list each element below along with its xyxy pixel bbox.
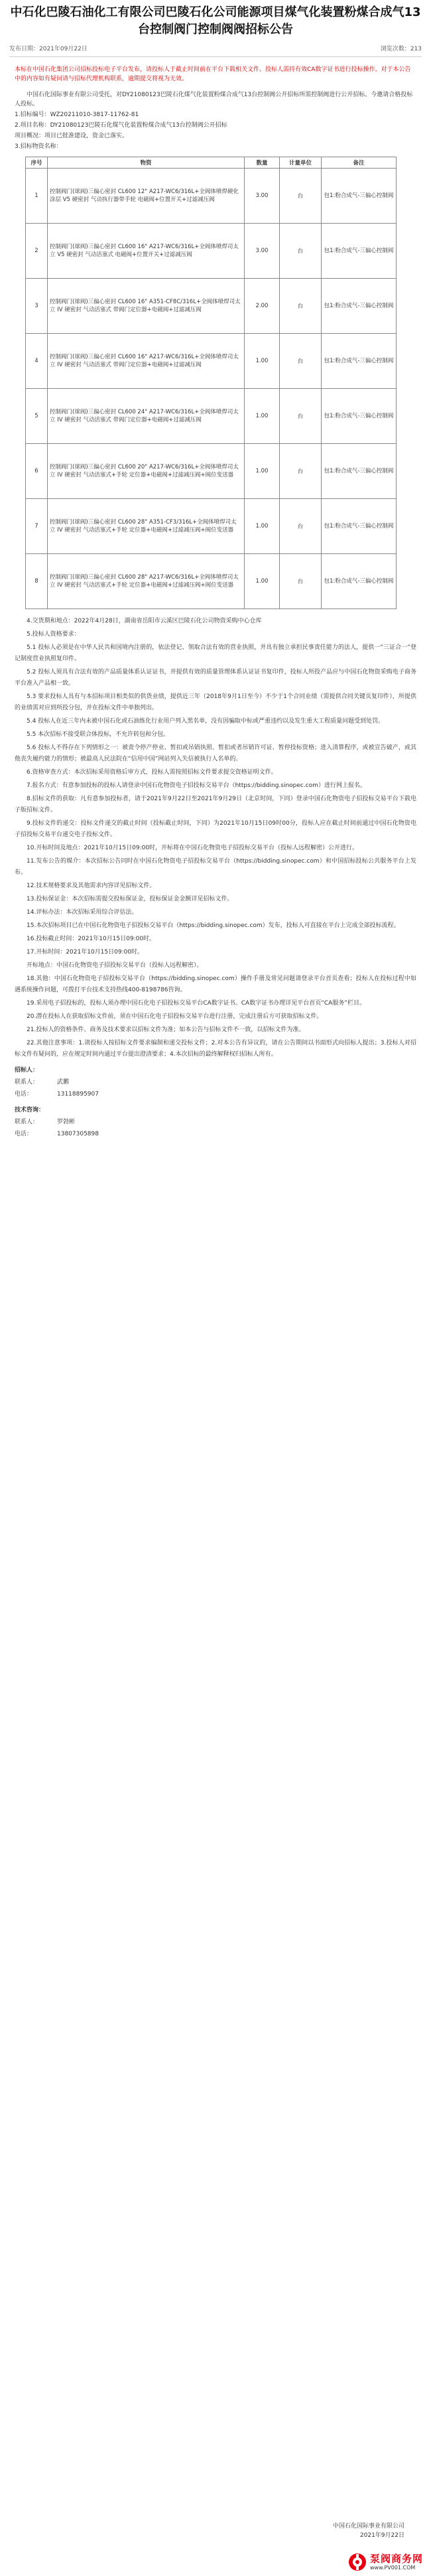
section-paragraph: 5.3 要求投标人具有与本招标项目相类似的供货业绩，提供近三年（2018年9月1日至今）不少于1个合同业绩（需提供合同关键页复印件），所提供的业绩需对应到所投分包，并在投标文件中单独列出。 xyxy=(15,693,416,711)
section-paragraph: 5.投标人资格要求： xyxy=(27,631,80,638)
row-index: 3 xyxy=(26,279,48,334)
row-remark: 包1:粉合成气-三偏心控制阀 xyxy=(322,444,397,499)
tenderee-heading: 招标人： xyxy=(15,1067,39,1074)
row-unit: 台 xyxy=(280,444,322,499)
section-paragraph: 15.本次招标项目已在中国石化物资电子招投标交易平台（https://bidding.sinopec.com）发布，投标人可直接在平台上完成全部投标流程。 xyxy=(27,922,400,929)
project-name: 2.项目名称：DY21080123巴陵石化煤气化装置粉煤合成气13台控制阀公开招标 xyxy=(15,122,227,129)
row-unit: 台 xyxy=(280,279,322,334)
project-overview: 项目概况：项目已批准建设，资金已落实。 xyxy=(15,133,129,139)
table-row xyxy=(26,499,397,554)
section-paragraph: 18.其他：中国石化物资电子招投标交易平台（https://bidding.sinopec.com）操作手册及常见问题请登录平台首页查看；投标人在投标过程中如遇系统操作问题，可拨打平台技术支持热线400-8198786咨询。 xyxy=(15,975,416,993)
row-index: 1 xyxy=(26,169,48,224)
row-remark: 包1:粉合成气-三偏心控制阀 xyxy=(322,279,397,334)
tech-heading: 技术咨询： xyxy=(15,1107,45,1113)
row-material: 控制阀门(球阀)三偏心密封 CL600 16" A217-WC6/316L+全阀体喷焊司太立 IV 硬密封 气动活塞式 带阀门定位器+电磁阀+过滤减压阀 xyxy=(48,334,245,389)
section-paragraph: 开标地点：中国石化物资电子招投标交易平台（投标人远程解密）。 xyxy=(27,962,203,969)
publish-date: 发布日期：2021年09月22日 xyxy=(9,46,88,52)
section-paragraph: 5.6 投标人不得存在下列情形之一：被责令停产停业、暂扣或吊销执照、暂扣或者吊销许可证、暂停投标资格；进入清算程序，或被宣告破产，或其他丧失履约能力的情形；被最高人民法院在“信用中国”网站列入失信被执行人名单的。 xyxy=(15,745,416,762)
section-paragraph: 5.4 投标人在近三年内未被中国石化或石油炼化行业用户列入黑名单，没有因骗取中标或严重违约以及发生重大工程质量问题受到处罚。 xyxy=(27,718,385,725)
materials-table xyxy=(25,157,397,609)
row-material: 控制阀门(球阀)三偏心密封 CL600 16" A217-WC6/316L+全阀体喷焊司太立 V5 硬密封 气动活塞式 电磁阀+位置开关+过滤减压阀 xyxy=(48,224,245,279)
row-material: 控制阀门(球阀)三偏心密封 CL600 24" A217-WC6/316L+全阀体喷焊司太立 IV 硬密封 气动活塞式 带阀门定位器+电磁阀+过滤减压阀 xyxy=(48,389,245,444)
table-header-row xyxy=(26,157,397,169)
red-notice: 本标在中国石化集团公司招标投标电子平台发布，请投标人于截止时间前在平台下载相关文件。投标人需持有效CA数字证书进行投标操作。对于本公告中的内容如有疑问请与招标代理机构联系，逾期提交将视为无效。 xyxy=(15,66,411,82)
sections xyxy=(9,616,422,1060)
signature-org: 中国石化国际事业有限公司 xyxy=(332,2523,404,2530)
row-unit: 台 xyxy=(280,169,322,224)
tenderee-phone-row xyxy=(15,1088,416,1100)
material-name-heading: 3.招标物资名称： xyxy=(15,143,62,150)
row-material: 控制阀门(球阀)三偏心密封 CL600 28" A217-WC6/316L+全阀体喷焊司太立 IV 硬密封 气动活塞式+手轮 定位器+电磁阀+过滤减压阀+阀位变送器 xyxy=(48,554,245,609)
row-qty: 1.00 xyxy=(245,499,280,554)
row-material: 控制阀门(球阀)三偏心密封 CL600 28" A351-CF3/316L+全阀体喷焊司太立 IV 硬密封 气动活塞式+手轮 定位器+电磁阀+过滤减压阀+阀位变送器 xyxy=(48,499,245,554)
signature xyxy=(333,2522,404,2540)
section-paragraph: 21.投标人的资格条件、商务及技术要求以招标文件为准；如本公告与招标文件不一致，以招标文件为准。 xyxy=(27,1027,305,1033)
row-qty: 1.00 xyxy=(245,554,280,609)
row-unit: 台 xyxy=(280,499,322,554)
row-index: 7 xyxy=(26,499,48,554)
table-row xyxy=(26,389,397,444)
meta-bar xyxy=(9,44,422,52)
tech-phone-row xyxy=(15,1128,416,1140)
tech-phone-label: 电话： xyxy=(15,1131,33,1137)
row-qty: 3.00 xyxy=(245,224,280,279)
row-qty: 2.00 xyxy=(245,279,280,334)
section-paragraph: 20.潜在投标人在获取招标文件前，须在中国石化电子招投标交易平台进行注册，完成注册后方可获取招标文件。 xyxy=(27,1013,323,1020)
row-index: 4 xyxy=(26,334,48,389)
row-material: 控制阀门(球阀)三偏心密封 CL600 20" A217-WC6/316L+全阀体喷焊司太立 IV 硬密封 气动活塞式+手轮 定位器+电磁阀+过滤减压阀+阀位变送器 xyxy=(48,444,245,499)
watermark xyxy=(347,2551,426,2573)
section-paragraph: 6.资格审查方式：本次招标采用资格后审方式，投标人需按照招标文件要求提交资格证明文件。 xyxy=(27,769,277,776)
col-remark: 备注 xyxy=(322,157,397,169)
section-paragraph: 17.开标时间：2021年10月15日09:00时。 xyxy=(27,949,144,956)
contacts xyxy=(15,1064,416,1140)
section-paragraph: 5.2 投标人须具有合法有效的产品质量体系认证证书，并提供有效的质量管理体系认证证书复印件，投标人所投产品应与中国石化物资采购电子商务平台准入产品相一致。 xyxy=(15,669,416,687)
section-paragraph: 13.投标保证金：本次招标需提交投标保证金，投标保证金金额详见招标文件。 xyxy=(27,896,233,902)
row-remark: 包1:粉合成气-三偏心控制阀 xyxy=(322,554,397,609)
tenderee-phone: 13118895907 xyxy=(57,1091,99,1098)
watermark-logo-icon xyxy=(347,2552,367,2572)
row-remark: 包1:粉合成气-三偏心控制阀 xyxy=(322,389,397,444)
col-unit: 计量单位 xyxy=(280,157,322,169)
table-row xyxy=(26,444,397,499)
row-remark: 包1:粉合成气-三偏心控制阀 xyxy=(322,169,397,224)
table-row xyxy=(26,224,397,279)
table-row xyxy=(26,279,397,334)
row-material: 控制阀门(球阀)三偏心密封 CL600 12" A217-WC6/316L+全阀体喷焊硬化涂层 V5 硬密封 气动执行器带手轮 电磁阀+位置开关+过滤减压阀 xyxy=(48,169,245,224)
signature-date: 2021年9月22日 xyxy=(359,2532,404,2539)
tenderee-contact-name: 武鹏 xyxy=(57,1079,70,1086)
tech-contact-name: 罗勃彬 xyxy=(57,1119,76,1125)
intro-block xyxy=(15,90,416,151)
row-remark: 包1:粉合成气-三偏心控制阀 xyxy=(322,499,397,554)
row-unit: 台 xyxy=(280,554,322,609)
row-remark: 包1:粉合成气-三偏心控制阀 xyxy=(322,224,397,279)
page-title: 中石化巴陵石油化工有限公司巴陵石化公司能源项目煤气化装置粉煤合成气13台控制阀门控制阀阀招标公告 xyxy=(10,5,421,36)
table-row xyxy=(26,169,397,224)
tech-contact-label: 联系人： xyxy=(15,1119,39,1125)
section-paragraph: 8.招标文件的获取：凡有意参加投标者，请于2021年9月22日至2021年9月29日（北京时间，下同）登录中国石化物资电子招投标交易平台下载电子版招标文件。 xyxy=(15,796,416,814)
row-unit: 台 xyxy=(280,224,322,279)
watermark-url: www.PV001.COM xyxy=(370,2564,416,2571)
section-paragraph: 4.交货期和地点：2022年4月28日，湖南省岳阳市云溪区巴陵石化公司物资采购中心仓库 xyxy=(27,618,262,624)
col-index: 序号 xyxy=(26,157,48,169)
row-qty: 1.00 xyxy=(245,334,280,389)
section-paragraph: 16.投标截止时间：2021年10月15日09:00时。 xyxy=(27,936,156,942)
section-paragraph: 14.评标办法：本次招标采用综合评估法。 xyxy=(27,909,138,916)
row-index: 5 xyxy=(26,389,48,444)
row-remark: 包1:粉合成气-三偏心控制阀 xyxy=(322,334,397,389)
tenderee-phone-label: 电话： xyxy=(15,1091,33,1098)
tech-phone: 13807305898 xyxy=(57,1131,99,1137)
tender-number: 1.招标编号：WZ20211010-3817-11762-81 xyxy=(15,111,139,118)
announcement-page xyxy=(9,4,422,1140)
row-qty: 3.00 xyxy=(245,169,280,224)
section-paragraph: 11.发布公告的媒介：本次招标公告同时在中国石化物资电子招投标交易平台（https://bidding.sinopec.com）和中国招标投标公共服务平台上发布。 xyxy=(15,858,416,876)
table-row xyxy=(26,334,397,389)
row-index: 6 xyxy=(26,444,48,499)
section-paragraph: 12.技术规格要求及其他需求内容详见招标文件。 xyxy=(27,883,156,889)
intro-paragraph: 中国石化国际事业有限公司受托，对DY21080123巴陵石化煤气化装置粉煤合成气13台控制阀公开招标所需控制阀进行公开招标。今邀请合格投标人投标。 xyxy=(15,92,413,107)
section-paragraph: 22.其他注意事项：1.请投标人按招标文件要求编制和递交投标文件；2.对本公告有异议的，请在公告期间以书面形式向招标人提出；3.投标人对招标文件有疑问的，应在规定时间内通过平台提出澄清要求；4.本次招标的最终解释权归招标人所有。 xyxy=(15,1040,416,1058)
section-paragraph: 10.开标时间及地点：2021年10月15日09:00时，开标将在中国石化物资电子招投标交易平台（投标人远程解密）公开进行。 xyxy=(27,845,359,851)
tenderee-contact-label: 联系人： xyxy=(15,1079,39,1086)
section-paragraph: 5.5 本次招标不接受联合体投标，不允许转包和分包。 xyxy=(27,731,170,738)
row-qty: 1.00 xyxy=(245,444,280,499)
col-material: 物资 xyxy=(48,157,245,169)
row-unit: 台 xyxy=(280,389,322,444)
tech-contact-row xyxy=(15,1116,416,1128)
table-row xyxy=(26,554,397,609)
row-qty: 1.00 xyxy=(245,389,280,444)
section-paragraph: 9.投标文件的递交：投标文件递交的截止时间（投标截止时间，下同）为2021年10月15日09时00分，投标人应在截止时间前通过中国石化物资电子招投标交易平台递交电子投标文件。 xyxy=(15,820,416,838)
divider xyxy=(9,56,422,57)
tenderee-contact-row xyxy=(15,1076,416,1088)
row-unit: 台 xyxy=(280,334,322,389)
section-paragraph: 7.报名方式：有意参加投标的投标人请登录中国石化物资电子招投标交易平台（https://bidding.sinopec.com）进行网上报名。 xyxy=(27,782,366,789)
view-count: 浏览次数：213 xyxy=(380,46,422,52)
section-paragraph: 19.采用电子招投标的，投标人须办理中国石化电子招投标交易平台CA数字证书。CA数字证书办理详见平台首页“CA服务”栏目。 xyxy=(27,1000,365,1007)
row-index: 8 xyxy=(26,554,48,609)
row-index: 2 xyxy=(26,224,48,279)
col-qty: 数量 xyxy=(245,157,280,169)
row-material: 控制阀门(球阀)三偏心密封 CL600 16" A351-CF8C/316L+全阀体喷焊司太立 IV 硬密封 气动活塞式 带阀门定位器+电磁阀+过滤减压阀 xyxy=(48,279,245,334)
section-paragraph: 5.1 投标人必须是在中华人民共和国境内注册的，依法登记、领取合法有效的营业执照，并具有独立承担民事责任能力的法人，提供一“三证合一”登记制度营业执照复印件。 xyxy=(15,644,416,662)
watermark-text: 泵阀商务网 xyxy=(370,2552,424,2565)
